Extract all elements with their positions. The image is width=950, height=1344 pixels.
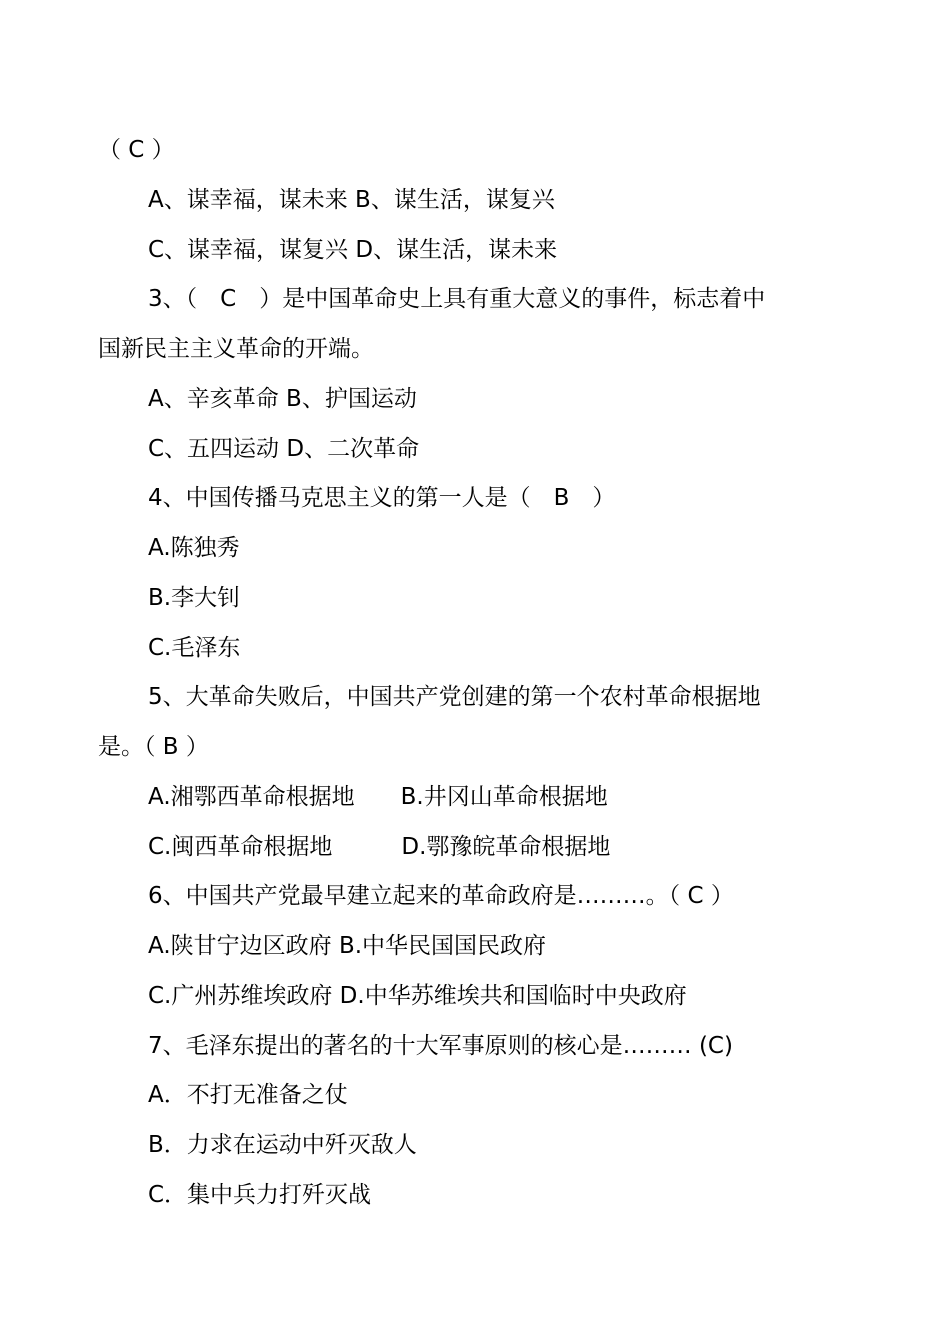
options-line: A、谋幸福，谋未来 B、谋生活，谋复兴 [148,187,555,213]
question-6: 6、中国共产党最早建立起来的革命政府是………。（ C ） [148,883,734,909]
options-line: A、辛亥革命 B、护国运动 [148,386,417,412]
question-7: 7、毛泽东提出的著名的十大军事原则的核心是……… (C) [148,1033,733,1059]
option-a: A.陈独秀 [148,535,240,561]
question-4: 4、中国传播马克思主义的第一人是（ B ） [148,485,616,511]
option-a: A．不打无准备之仗 [148,1082,348,1108]
option-c: C．集中兵力打歼灭战 [148,1182,372,1208]
answer-line: （ C ） [98,137,175,163]
options-line: C.闽西革命根据地 D.鄂豫皖革命根据地 [148,834,611,860]
options-line: C、谋幸福，谋复兴 D、谋生活，谋未来 [148,237,558,263]
question-3-line-1: 3、（ C ）是中国革命史上具有重大意义的事件，标志着中 [148,286,766,312]
option-b: B．力求在运动中歼灭敌人 [148,1132,417,1158]
options-line: C.广州苏维埃政府 D.中华苏维埃共和国临时中央政府 [148,983,687,1009]
option-c: C.毛泽东 [148,635,241,661]
question-3-line-2: 国新民主主义革命的开端。 [98,336,374,362]
options-line: A.陕甘宁边区政府 B.中华民国国民政府 [148,933,547,959]
option-b: B.李大钊 [148,585,241,611]
question-5-line-2: 是。（ B ） [98,734,209,760]
question-5-line-1: 5、大革命失败后，中国共产党创建的第一个农村革命根据地 [148,684,761,710]
options-line: A.湘鄂西革命根据地 B.井冈山革命根据地 [148,784,608,810]
options-line: C、五四运动 D、二次革命 [148,436,420,462]
